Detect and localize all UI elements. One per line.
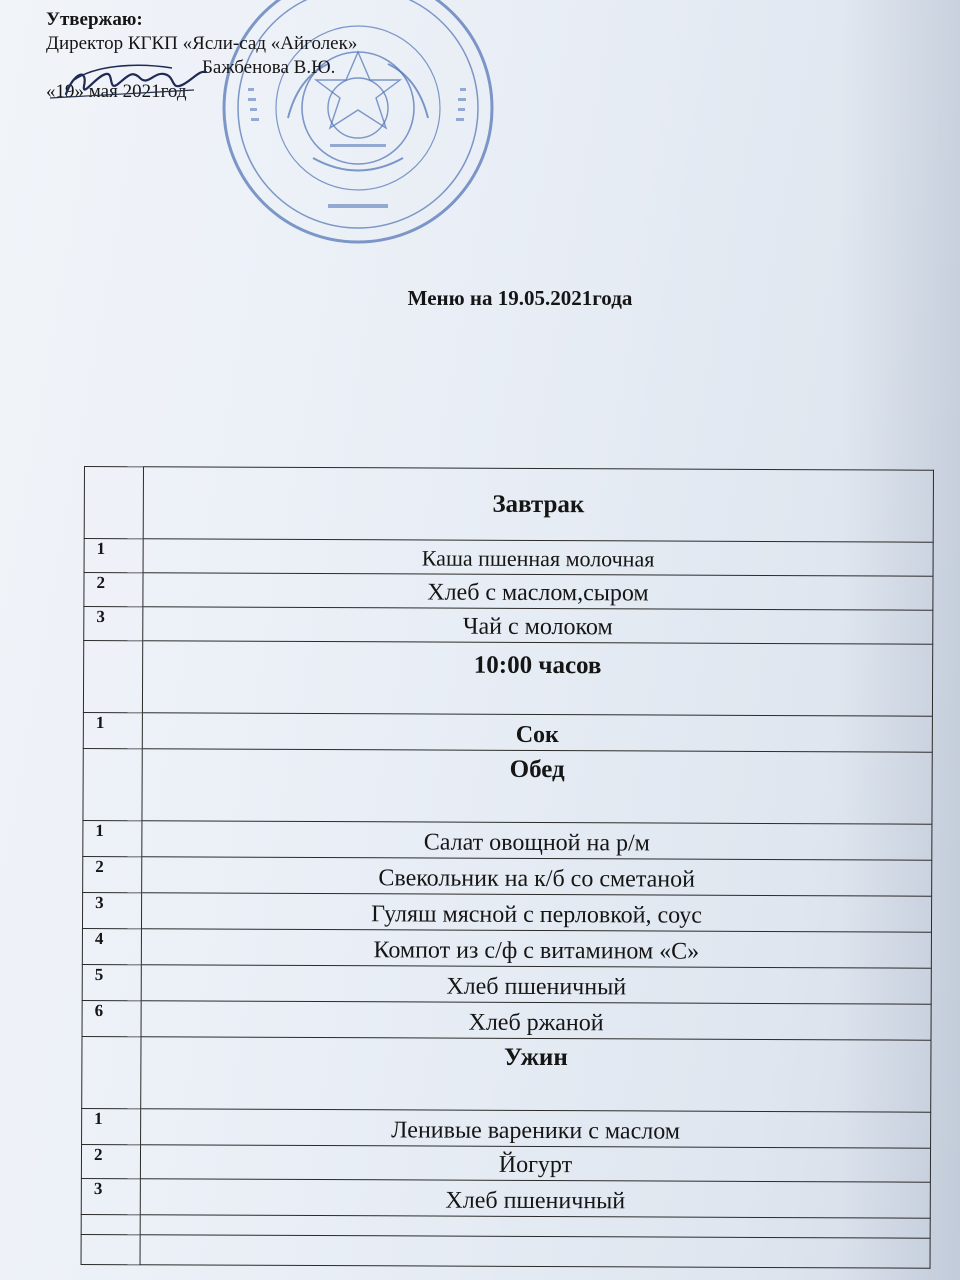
empty-num-cell (83, 748, 142, 820)
empty-num-cell (82, 1036, 141, 1108)
table-row (83, 856, 932, 896)
row-number: 1 (83, 820, 142, 856)
table-row (84, 607, 933, 645)
menu-item: Хлеб ржаной (141, 1001, 931, 1040)
empty-row (81, 1234, 930, 1268)
row-number: 2 (83, 856, 142, 892)
empty-num-cell (83, 641, 142, 713)
menu-item: Хлеб с маслом,сыром (143, 573, 933, 610)
table-row (82, 892, 931, 932)
menu-item: Салат овощной на р/м (142, 821, 932, 860)
section-row-lunch (83, 748, 932, 824)
menu-item: Чай с молоком (143, 607, 933, 644)
approval-label: Утвержаю: (46, 9, 143, 30)
row-number: 5 (82, 964, 141, 1000)
table-row (84, 573, 933, 611)
row-number: 1 (83, 712, 142, 748)
row-number: 1 (82, 1108, 141, 1144)
menu-title: Меню на 19.05.2021года (407, 286, 633, 310)
menu-table (81, 466, 934, 1269)
menu-item: Ленивые вареники с маслом (141, 1109, 931, 1148)
row-number: 3 (82, 892, 141, 928)
table-row (81, 1178, 930, 1218)
row-number: 3 (81, 1178, 140, 1214)
row-number: 2 (84, 573, 143, 607)
table-row (82, 928, 931, 968)
empty-num-cell (84, 467, 143, 539)
section-heading-breakfast: Завтрак (143, 467, 933, 542)
empty-item-cell (140, 1235, 930, 1268)
approver-name: Бажбенова В.Ю. (202, 57, 336, 78)
table-row (82, 1108, 931, 1148)
table-row (84, 539, 933, 577)
section-row-breakfast (84, 467, 933, 543)
section-heading-snack: 10:00 часов (142, 641, 932, 716)
table-row (82, 964, 931, 1004)
section-row-dinner (82, 1036, 931, 1112)
table-row (83, 820, 932, 860)
approval-date: «19» мая 2021год (46, 81, 187, 102)
table-row (83, 712, 932, 752)
empty-num-cell (81, 1234, 140, 1264)
section-heading-dinner: Ужин (141, 1037, 931, 1112)
empty-num-cell (81, 1214, 140, 1234)
section-heading-lunch: Обед (142, 749, 932, 824)
table-row (82, 1000, 931, 1040)
row-number: 6 (82, 1000, 141, 1036)
row-number: 2 (81, 1144, 140, 1178)
section-row-snack (83, 641, 932, 717)
row-number: 3 (84, 607, 143, 641)
table-row (81, 1144, 930, 1182)
menu-item: Компот из с/ф с витамином «С» (141, 929, 931, 968)
menu-item: Хлеб пшеничный (140, 1179, 930, 1218)
row-number: 4 (82, 928, 141, 964)
menu-item: Сок (142, 713, 932, 752)
menu-item: Каша пшенная молочная (143, 539, 933, 576)
menu-item: Свекольник на к/б со сметаной (142, 857, 932, 896)
handwritten-signature (44, 58, 214, 108)
row-number: 1 (84, 539, 143, 573)
menu-item: Хлеб пшеничный (141, 965, 931, 1004)
approver-position: Директор КГКП «Ясли-сад «Айголек» (46, 33, 358, 54)
menu-item: Гуляш мясной с перловкой, соус (141, 893, 931, 932)
menu-item: Йогурт (140, 1145, 930, 1182)
